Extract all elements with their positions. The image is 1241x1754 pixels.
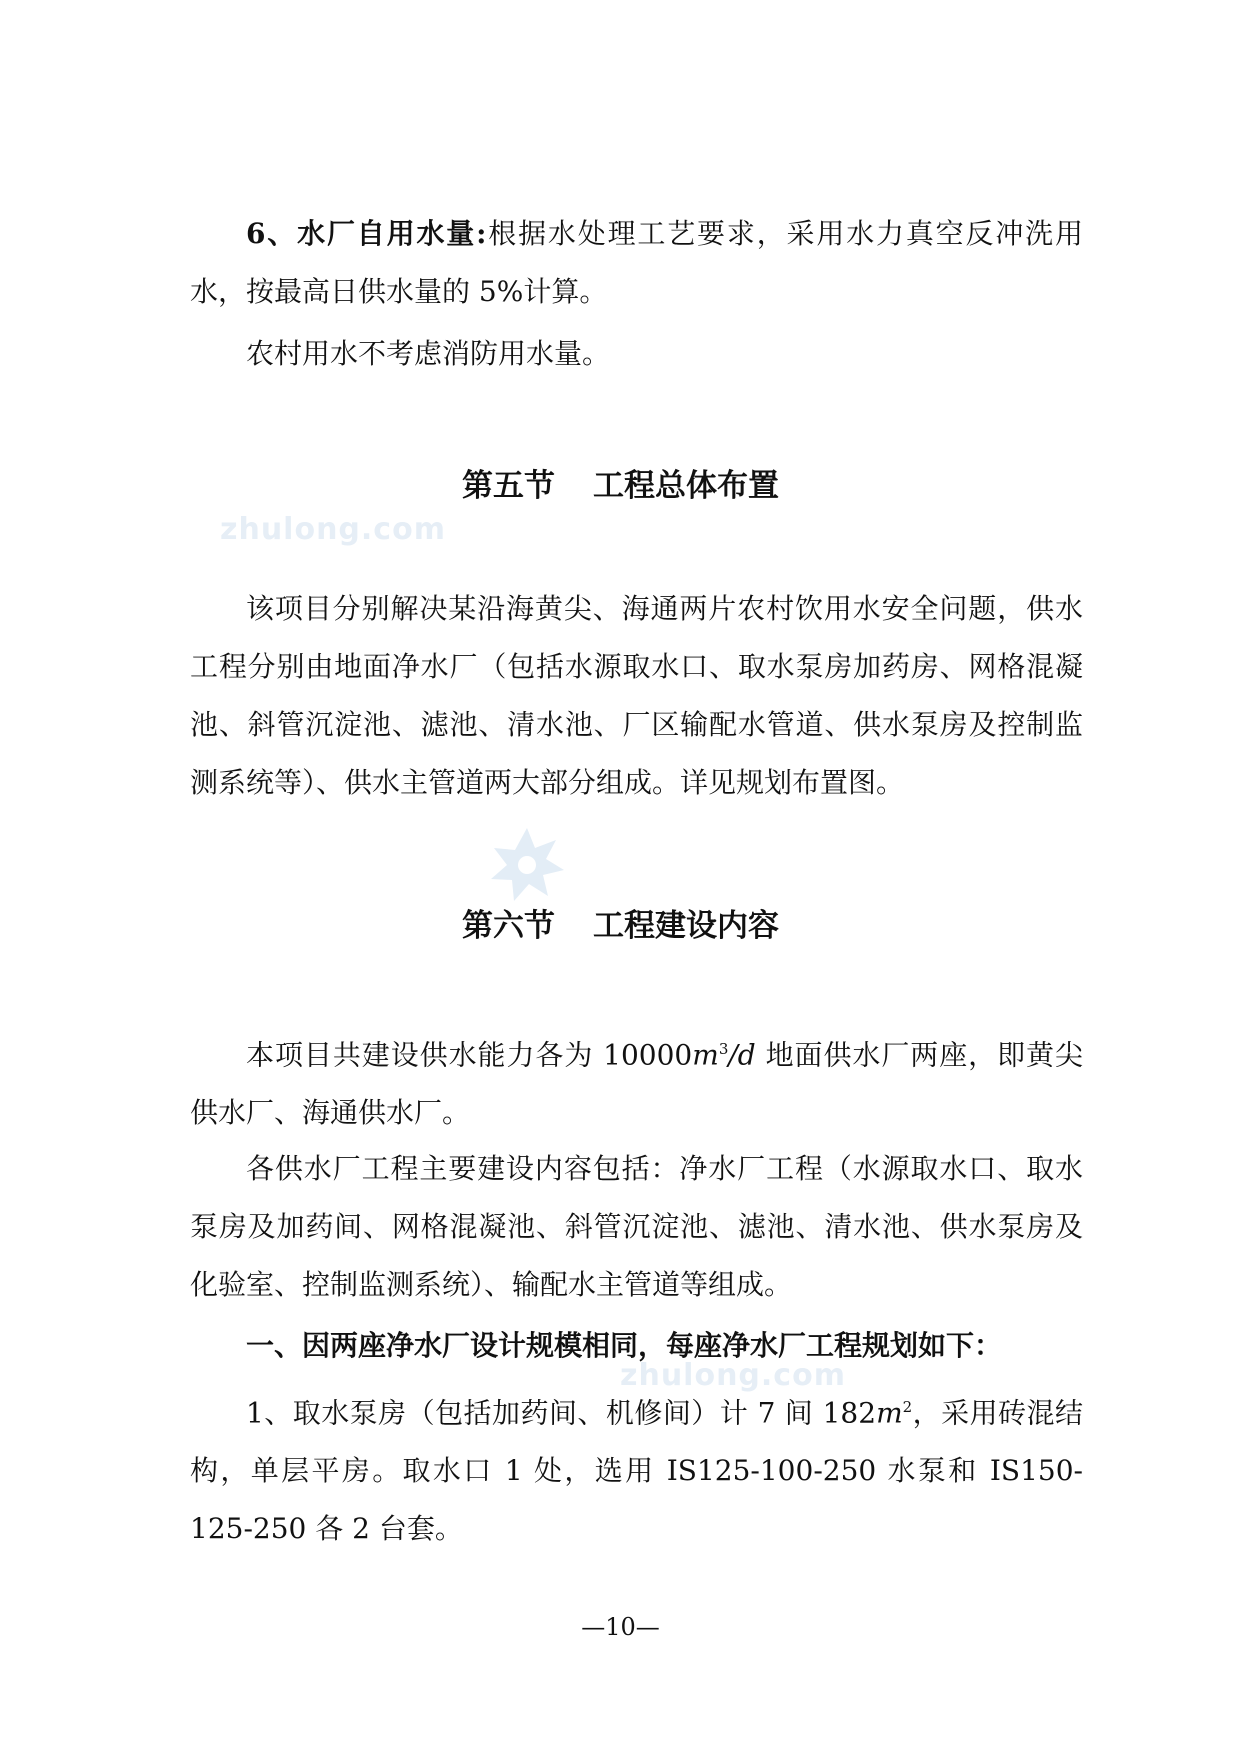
section-title-5: 工程总体布置: [593, 468, 779, 504]
section-heading-6: [0, 900, 1241, 945]
unit-m-area: m: [876, 1396, 903, 1430]
paragraph-pump-house: [190, 1378, 1083, 1558]
section-heading-5: [0, 460, 1241, 505]
section-number-5: 第五节: [462, 468, 555, 504]
paragraph-self-use-water: [190, 205, 1083, 321]
unit-m: m: [692, 1038, 719, 1072]
text-capacity-b: 地面供水厂两座，即黄尖供水厂、海通供水厂。: [190, 1038, 1083, 1130]
text-self-use-water: 根据水处理工艺要求，采用水力真空反冲洗用水，按最高日供水量的 5%计算。: [190, 217, 1083, 308]
text-capacity-a: 本项目共建设供水能力各为 10000: [246, 1038, 693, 1072]
paragraph-plan-intro: 一、因两座净水厂设计规模相同，每座净水厂工程规划如下：: [246, 1329, 1003, 1362]
text-pump-house-b: ，采用砖混结构，单层平房。取水口 1 处，选用 IS125-100-250 水泵和 IS150-125-250 各 2 台套。: [190, 1396, 1083, 1546]
watermark-text-bottom: zhulong.com: [620, 1358, 846, 1393]
watermark-text-top: zhulong.com: [220, 512, 446, 547]
section-number-6: 第六节: [462, 908, 555, 944]
section-title-6: 工程建设内容: [593, 908, 779, 944]
paragraph-project-layout: 该项目分别解决某沿海黄尖、海通两片农村饮用水安全问题，供水工程分别由地面净水厂（包括水源取水口、取水泵房加药房、网格混凝池、斜管沉淀池、滤池、清水池、厂区输配水管道、供水泵房及控制监测系统等）、供水主管道两大部分组成。详见规划布置图。: [190, 592, 1083, 799]
paragraph-fire-water: 农村用水不考虑消防用水量。: [246, 337, 611, 370]
unit-sup-3: 3: [718, 1040, 729, 1058]
unit-sup-2: 2: [902, 1398, 913, 1416]
page-number: —10—: [581, 1613, 660, 1641]
paragraph-construction-content: 各供水厂工程主要建设内容包括：净水厂工程（水源取水口、取水泵房及加药间、网格混凝池、斜管沉淀池、滤池、清水池、供水泵房及化验室、控制监测系统）、输配水主管道等组成。: [190, 1152, 1083, 1301]
watermark-logo-icon: [488, 826, 566, 904]
paragraph-capacity: [190, 1020, 1083, 1142]
unit-per-day: /d: [728, 1038, 756, 1072]
item-label-self-use-water: 6、水厂自用水量:: [246, 217, 487, 250]
text-pump-house-a: 1、取水泵房（包括加药间、机修间）计 7 间 182: [246, 1396, 877, 1430]
